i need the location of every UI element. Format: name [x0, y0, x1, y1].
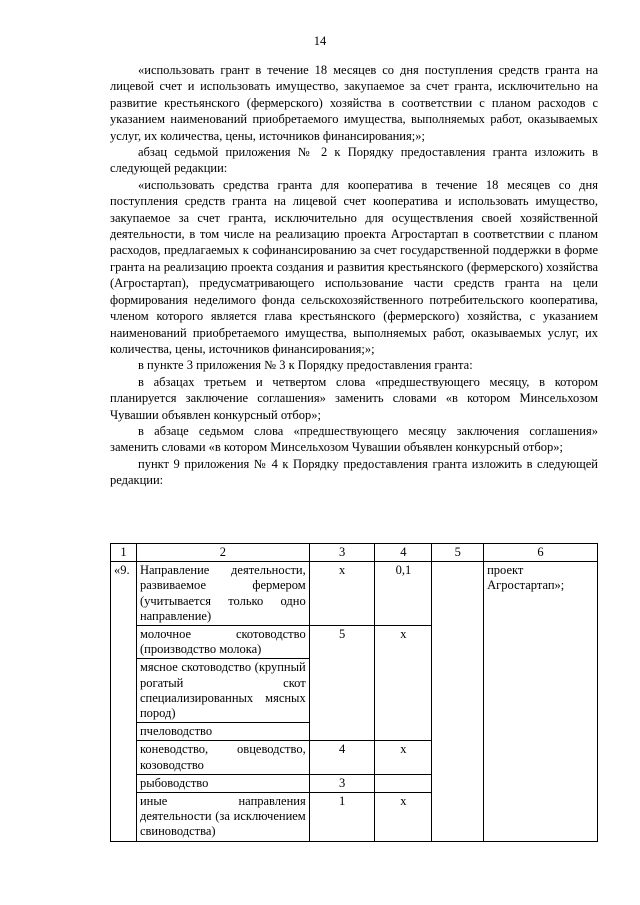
paragraph-app3-intro: в пункте 3 приложения № 3 к Порядку предоставления гранта: — [138, 358, 473, 373]
row-title-col6: проект Агростартап»; — [484, 562, 598, 841]
paragraph-grant-usage: «использовать грант в течение 18 месяцев со дня поступления средств гранта на лицевой счет и использовать имущество, закупаемое за счет гранта, исключительно на развитие крестьянского (фермерского) хозяйства в соответствии с планом расходов с указанием наименований приобретаемого имущества, выполняемых работ, оказываемых услуг, их количества, цены, источников финансирования;»; — [110, 63, 598, 143]
direction-col4: х — [375, 741, 432, 774]
row-title-cell: Направление деятельности, развиваемое фермером (учитывается только одно направление) — [136, 562, 309, 626]
page-number: 14 — [313, 34, 327, 48]
direction-score: 4 — [309, 741, 375, 774]
table-header-cell: 1 — [111, 544, 137, 562]
row-number-cell: «9. — [111, 562, 137, 841]
direction-score: 3 — [309, 774, 375, 792]
table-header-cell: 3 — [309, 544, 375, 562]
criteria-table — [110, 543, 598, 842]
paragraph-app2-intro: абзац седьмой приложения № 2 к Порядку предоставления гранта изложить в следующей редакции: — [110, 145, 598, 176]
column5-cell — [432, 562, 484, 841]
table-header-cell: 5 — [432, 544, 484, 562]
direction-name: рыбоводство — [136, 774, 309, 792]
direction-name: иные направления деятельности (за исключением свиноводства) — [136, 793, 309, 842]
direction-col4: х — [375, 793, 432, 842]
direction-name: мясное скотоводство (крупный рогатый скот специализированных мясных пород) — [136, 659, 309, 723]
direction-col4: х — [375, 626, 432, 741]
paragraph-app4-intro: пункт 9 приложения № 4 к Порядку предоставления гранта изложить в следующей редакции: — [110, 456, 598, 488]
paragraph-cooperative-usage: «использовать средства гранта для кооператива в течение 18 месяцев со дня поступления средств гранта на лицевой счет кооператива и использовать имущество, закупаемое за счет гранта, исключительно для осуществления своей хозяйственной деятельности, в том числе на реализацию проекта Агростартап в соответствии с планом расходов, предлагаемых к софинансированию за счет государственной поддержки в форме гранта на реализацию проекта создания и развития крестьянского (фермерского) хозяйства (Агростартап), предусматривающего использование части средств гранта на цели формирования неделимого фонда сельскохозяйственного потребительского кооператива, членом которого является глава крестьянского (фермерского) хозяйства, с указанием наименований приобретаемого имущества, выполняемых работ, оказываемых услуг, их количества, цены, источников финансирования;»; — [110, 177, 598, 356]
direction-name: молочное скотоводство (производство молока) — [136, 626, 309, 659]
direction-name: пчеловодство — [136, 723, 309, 741]
direction-score: 1 — [309, 793, 375, 842]
row-title-col4: 0,1 — [375, 562, 432, 626]
paragraph-app3-abz34: в абзацах третьем и четвертом слова «предшествующего месяцу, в котором планируется заключение соглашения» заменить словами «в котором Минсельхозом Чувашии объявлен конкурсный отбор»; — [110, 374, 598, 422]
table-header-row — [111, 544, 598, 562]
table-header-cell: 4 — [375, 544, 432, 562]
table-row — [111, 562, 598, 626]
table-header-cell: 2 — [136, 544, 309, 562]
direction-col4 — [375, 774, 432, 792]
paragraph-app3-abz7: в абзаце седьмом слова «предшествующего месяцу заключения соглашения» заменить словами «в котором Минсельхозом Чувашии объявлен конкурсный отбор»; — [110, 423, 598, 455]
direction-score: 5 — [309, 626, 375, 741]
table-header-cell: 6 — [484, 544, 598, 562]
row-title-col3: х — [309, 562, 375, 626]
body-text — [110, 62, 598, 489]
direction-name: коневодство, овцеводство, козоводство — [136, 741, 309, 774]
